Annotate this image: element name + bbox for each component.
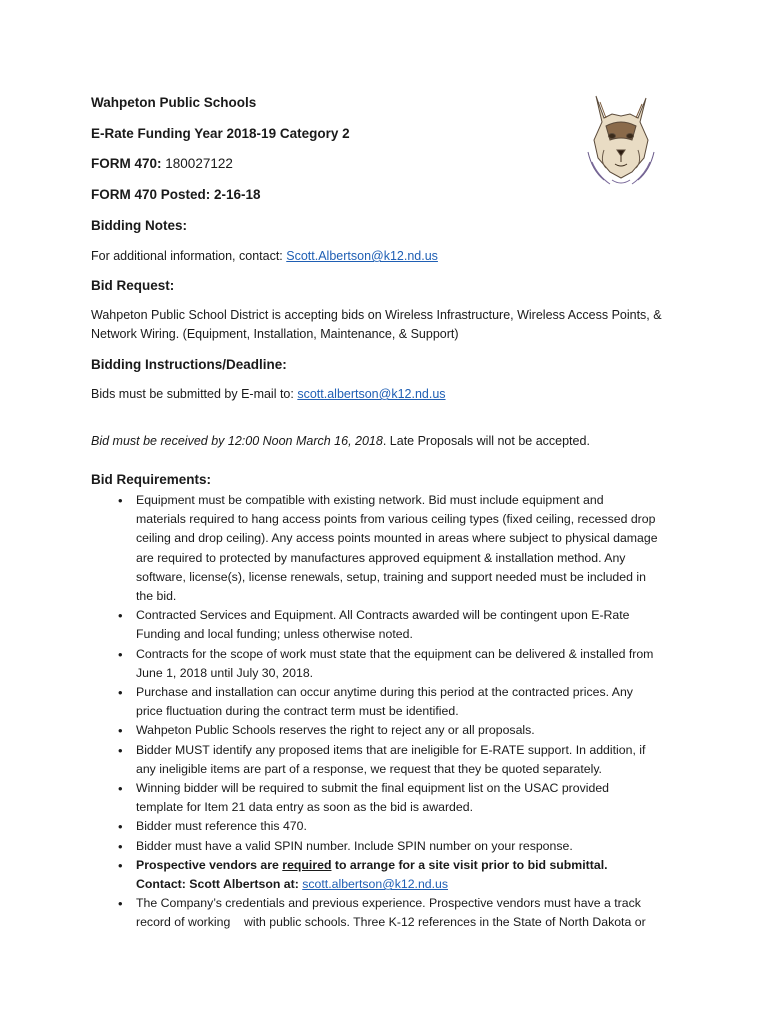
requirement-item — [136, 817, 716, 836]
requirements-heading: Bid Requirements: — [91, 472, 212, 487]
requirement-item — [136, 683, 716, 721]
requirement-item — [136, 741, 716, 779]
requirement-line: template for Item 21 data entry as soon as the bid is awarded. — [136, 800, 473, 815]
requirement-line: • The Company’s credentials and previous experience. Prospective vendors must have a track — [136, 896, 641, 911]
site-visit-required: required — [282, 857, 332, 872]
requirement-item — [136, 894, 716, 932]
site-visit-post: to arrange for a site visit prior to bid submittal. — [331, 857, 608, 872]
requirement-line: • Equipment must be compatible with existing network. Bid must include equipment and — [136, 493, 604, 507]
contact-prefix: For additional information, contact: — [91, 249, 287, 263]
requirement-line: are required to protected by manufactures approved equipment & installation method. Any — [136, 550, 626, 565]
deadline-rest: . Late Proposals will not be accepted. — [382, 434, 590, 448]
requirement-line: • Wahpeton Public Schools reserves the right to reject any or all proposals. — [136, 723, 535, 738]
form470-number: 180027122 — [165, 156, 233, 171]
requirement-line: • Bidder must reference this 470. — [136, 819, 307, 834]
requirement-item-site-visit — [136, 856, 716, 894]
site-visit-line — [136, 856, 716, 875]
requirement-item — [136, 779, 716, 817]
requirement-line: June 1, 2018 until July 30, 2018. — [136, 665, 314, 680]
requirement-item — [136, 837, 716, 856]
requirement-line: ceiling and drop ceiling). Any access points mounted in areas where subject to physical damage — [136, 531, 658, 546]
requirement-line: • Contracts for the scope of work must state that the equipment can be delivered & installed from — [136, 646, 654, 661]
requirement-line: • Bidder must have a valid SPIN number. Include SPIN number on your response. — [136, 838, 573, 853]
site-visit-contact-label: Contact: Scott Albertson at: — [136, 877, 303, 892]
requirement-item — [136, 491, 716, 606]
site-visit-contact — [136, 875, 716, 894]
requirement-line: materials required to hang access points from various ceiling types (fixed ceiling, recessed drop — [136, 512, 656, 527]
requirement-item — [136, 606, 716, 644]
deadline-italic: Bid must be received by 12:00 Noon March 16, 2018 — [91, 434, 383, 448]
requirements-list — [110, 491, 716, 933]
submission-prefix: Bids must be submitted by E-mail to: — [91, 387, 298, 401]
submission-email-link[interactable]: scott.albertson@k12.nd.us — [297, 387, 446, 401]
requirement-line: • Bidder MUST identify any proposed items that are ineligible for E-RATE support. In addition, if — [136, 742, 646, 757]
deadline-text — [91, 434, 590, 448]
bid-request-line-1: Wahpeton Public School District is accepting bids on Wireless Infrastructure, Wireless Access Points, & — [91, 308, 662, 322]
bidding-notes-text — [91, 249, 438, 263]
bidding-notes-heading: Bidding Notes: — [91, 218, 187, 233]
husky-mascot-logo — [582, 92, 660, 188]
requirement-line: any ineligible items are part of a response, we request that they be quoted separately. — [136, 761, 602, 776]
bid-request-line-2: Network Wiring. (Equipment, Installation, Maintenance, & Support) — [91, 327, 459, 341]
site-visit-email-link[interactable]: scott.albertson@k12.nd.us — [302, 877, 449, 892]
school-name: Wahpeton Public Schools — [91, 95, 257, 110]
requirement-line: • Purchase and installation can occur anytime during this period at the contracted prices. Any — [136, 685, 633, 700]
requirement-item — [136, 645, 716, 683]
form470-label: FORM 470: — [91, 156, 162, 171]
requirement-line: price fluctuation during the contract term must be identified. — [136, 704, 459, 719]
requirement-line: record of working with public schools. Three K-12 references in the State of North Dakota or — [136, 915, 646, 930]
submission-text — [91, 387, 446, 401]
requirement-line: • Winning bidder will be required to submit the final equipment list on the USAC provided — [136, 781, 609, 796]
contact-email-link[interactable]: Scott.Albertson@k12.nd.us — [286, 249, 438, 263]
site-visit-pre: Prospective vendors are — [136, 857, 283, 872]
requirement-line: Funding and local funding; unless otherwise noted. — [136, 627, 413, 642]
form470-posted: FORM 470 Posted: 2-16-18 — [91, 187, 261, 202]
bid-request-heading: Bid Request: — [91, 278, 175, 293]
funding-year-title: E-Rate Funding Year 2018-19 Category 2 — [91, 126, 350, 141]
form470-line — [91, 156, 233, 171]
requirement-line: • Contracted Services and Equipment. All Contracts awarded will be contingent upon E-Rate — [136, 608, 630, 623]
requirement-line: software, license(s), license renewals, setup, training and support needed must be included in — [136, 569, 646, 584]
instructions-heading: Bidding Instructions/Deadline: — [91, 357, 287, 372]
requirement-line: the bid. — [136, 589, 177, 604]
requirement-item — [136, 721, 716, 740]
